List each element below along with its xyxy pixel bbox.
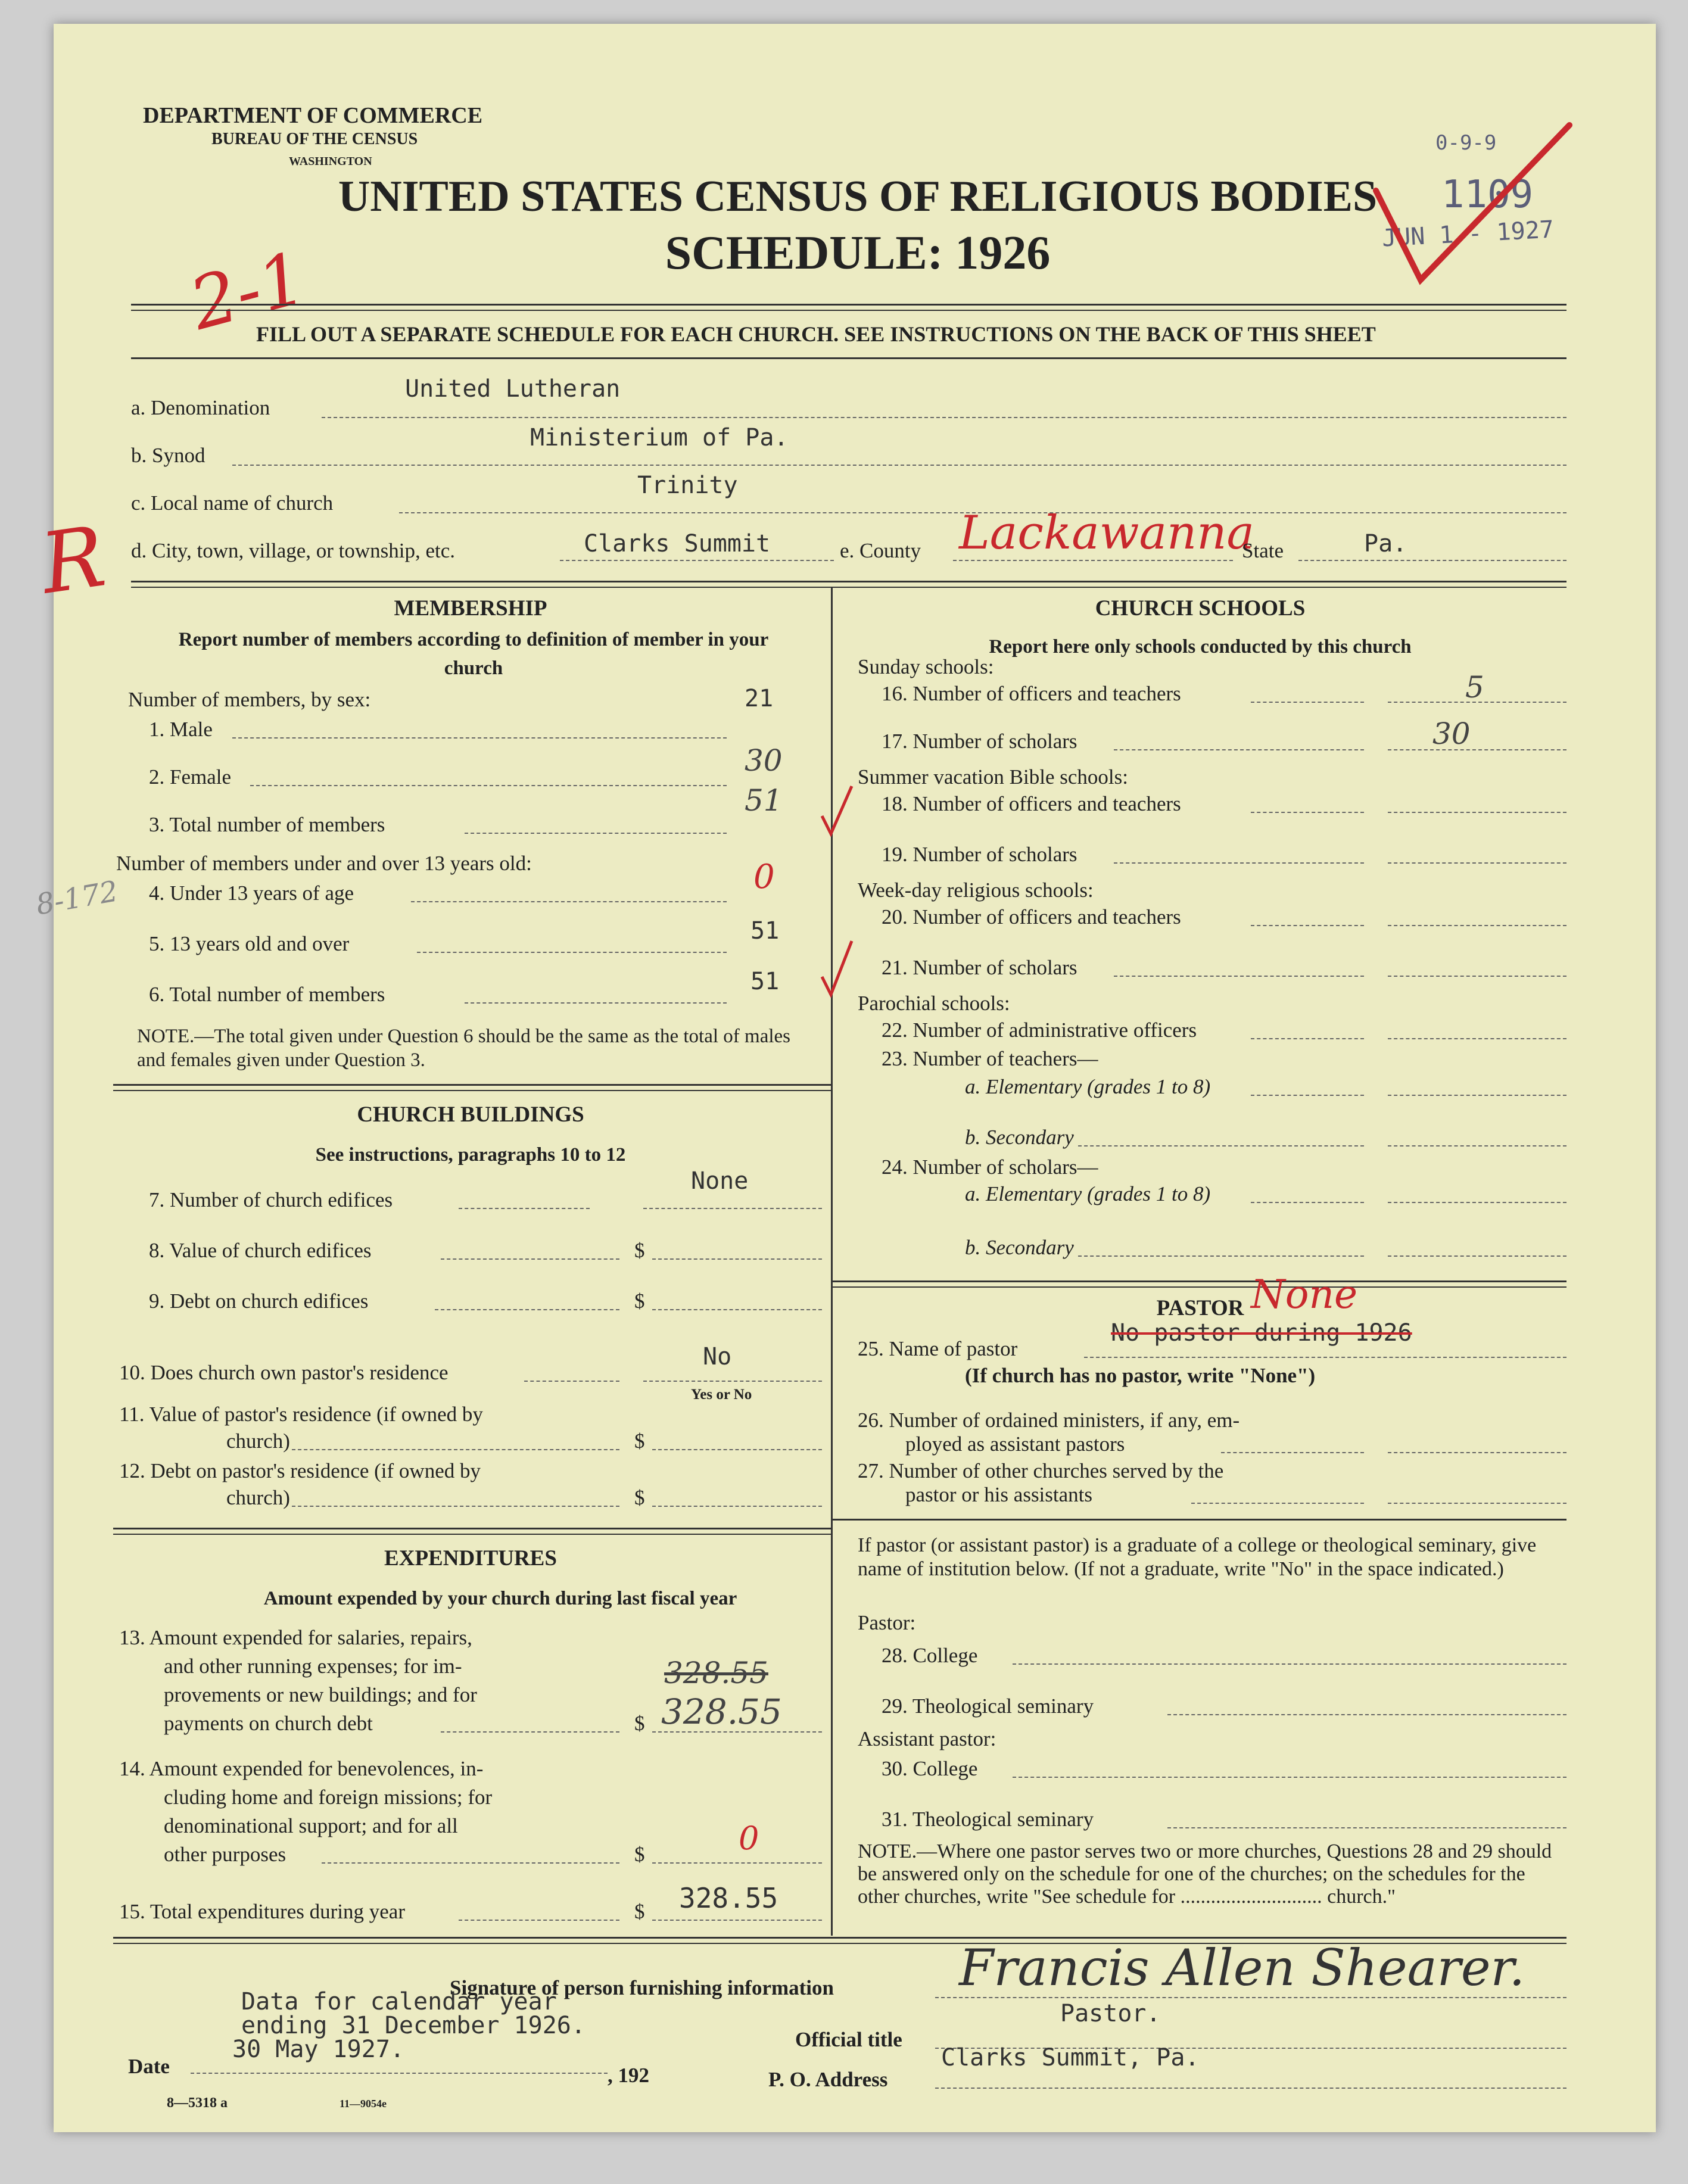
q13-struck-value: 328.55: [664, 1656, 768, 1690]
q13-line-1: 13. Amount expended for salaries, repairs,: [119, 1626, 472, 1649]
city-value: Clarks Summit: [584, 530, 771, 557]
residence-owned-value: No: [703, 1343, 732, 1370]
membership-note: NOTE.—The total given under Question 6 should be the same as the total of males and females given under Question 3.: [137, 1026, 790, 1071]
pastor-name-handwritten: None: [1251, 1272, 1358, 1317]
female-value: 30: [745, 743, 783, 778]
pastor-subhead: Pastor:: [858, 1611, 916, 1634]
q13-line-3: provements or new buildings; and for: [164, 1683, 477, 1706]
separate-schedule-instruction: FILL OUT A SEPARATE SCHEDULE FOR EACH CHURCH. SEE INSTRUCTIONS ON THE BACK OF THIS SHEET: [256, 322, 1376, 346]
q20-label: 20. Number of officers and teachers: [882, 905, 1181, 929]
sunday-schools-label: Sunday schools:: [858, 655, 994, 678]
dollar-sign: $: [634, 1429, 645, 1453]
q16-label: 16. Number of officers and teachers: [882, 682, 1181, 705]
residence-debt-label-1: 12. Debt on pastor's residence (if owned by: [119, 1459, 481, 1482]
pastor-title: PASTOR: [1156, 1296, 1244, 1320]
state-value: Pa.: [1364, 530, 1407, 557]
q14-line-2: cluding home and foreign missions; for: [164, 1786, 493, 1809]
q13-value: 328.55: [661, 1691, 782, 1732]
date-label: Date: [128, 2055, 170, 2078]
yes-or-no-hint: Yes or No: [691, 1387, 752, 1403]
county-value: Lackawanna: [959, 506, 1254, 560]
q15-label: 15. Total expenditures during year: [119, 1900, 405, 1923]
q23b-label: b. Secondary: [965, 1126, 1074, 1149]
summer-schools-label: Summer vacation Bible schools:: [858, 765, 1128, 789]
q13-line-4: payments on church debt: [164, 1712, 373, 1735]
q25-hint: (If church has no pastor, write "None"): [965, 1364, 1316, 1387]
number-stamp: 1109: [1441, 173, 1534, 217]
expenditures-subtitle: Amount expended by your church during last fiscal year: [263, 1588, 737, 1609]
residence-value-label-2: church): [226, 1429, 290, 1453]
data-note-line-2: ending 31 December 1926.: [241, 2012, 585, 2039]
q14-line-1: 14. Amount expended for benevolences, in-: [119, 1757, 484, 1780]
form-title: UNITED STATES CENSUS OF RELIGIOUS BODIES: [338, 172, 1378, 221]
print-number: 11—9054e: [340, 2098, 387, 2110]
male-value: 21: [745, 685, 774, 712]
female-label: 2. Female: [149, 765, 232, 789]
under-13-label: 4. Under 13 years of age: [149, 881, 354, 905]
q14-line-3: denominational support; and for all: [164, 1814, 458, 1837]
assistant-pastor-subhead: Assistant pastor:: [858, 1727, 996, 1750]
expenditures-title: EXPENDITURES: [384, 1546, 557, 1571]
denomination-value: United Lutheran: [405, 375, 621, 403]
q24a-label: a. Elementary (grades 1 to 8): [965, 1182, 1211, 1205]
q19-label: 19. Number of scholars: [882, 843, 1077, 866]
membership-subtitle: Report number of members according to definition of member in your church: [178, 629, 769, 679]
q14-value: 0: [739, 1820, 759, 1857]
q31-label: 31. Theological seminary: [882, 1808, 1094, 1831]
male-label: 1. Male: [149, 718, 213, 741]
official-title-label: Official title: [795, 2028, 902, 2051]
schedule-sheet: [33, 24, 1656, 2132]
red-mark-side: R: [35, 508, 111, 613]
pastor-note: NOTE.—Where one pastor serves two or more churches, Questions 28 and 29 should be answered only on the schedule for one of the churches; on the schedules for the other churches, write "See schedule for ............................ church.": [858, 1840, 1552, 1908]
q24b-label: b. Secondary: [965, 1236, 1074, 1259]
synod-value: Ministerium of Pa.: [530, 424, 789, 451]
q24-label: 24. Number of scholars—: [882, 1155, 1098, 1179]
schedule-title: SCHEDULE: 1926: [665, 227, 1051, 279]
local-name-label: c. Local name of church: [131, 491, 334, 515]
q25-label: 25. Name of pastor: [858, 1337, 1018, 1360]
po-address-value: Clarks Summit, Pa.: [941, 2044, 1200, 2071]
edifices-count-value: None: [691, 1167, 749, 1195]
edifices-count-label: 7. Number of church edifices: [149, 1188, 393, 1211]
total-members-q6-value: 51: [750, 968, 780, 995]
signature-value: Francis Allen Shearer.: [959, 1939, 1525, 1997]
graduate-instruction: If pastor (or assistant pastor) is a graduate of a college or theological seminary, give name of institution below. (If not a graduate, write "No" in the space indicated.): [858, 1534, 1537, 1580]
red-check-mark: [1364, 107, 1578, 286]
county-label: e. County: [840, 539, 921, 562]
official-title-value: Pastor.: [1060, 2000, 1161, 2027]
over-13-label: 5. 13 years old and over: [149, 932, 350, 955]
q27-label-2: pastor or his assistants: [905, 1483, 1093, 1506]
data-note-line-1: Data for calendar year: [241, 1988, 557, 2015]
church-schools-title: CHURCH SCHOOLS: [1095, 596, 1306, 621]
dollar-sign: $: [634, 1486, 645, 1509]
residence-value-label-1: 11. Value of pastor's residence (if owned by: [119, 1403, 483, 1426]
q15-value: 328.55: [679, 1882, 778, 1914]
po-address-label: P. O. Address: [768, 2068, 888, 2091]
date-value: 30 May 1927.: [232, 2036, 404, 2063]
signature-label: Signature of person furnishing information: [450, 1976, 834, 1999]
q16-value: 5: [1465, 670, 1484, 705]
edifices-value-label: 8. Value of church edifices: [149, 1239, 372, 1262]
red-mark-top: 2-1: [182, 236, 314, 347]
church-schools-subtitle: Report here only schools conducted by this church: [989, 636, 1412, 658]
q23-label: 23. Number of teachers—: [882, 1047, 1098, 1070]
q17-value: 30: [1432, 716, 1471, 751]
red-check-marks-membership: [816, 762, 864, 1001]
dollar-sign: $: [634, 1289, 645, 1313]
parochial-schools-label: Parochial schools:: [858, 992, 1010, 1015]
total-members-q3-value: 51: [745, 783, 783, 818]
dollar-sign: $: [634, 1239, 645, 1262]
weekday-schools-label: Week-day religious schools:: [858, 878, 1094, 902]
state-label: State: [1242, 539, 1284, 562]
date-suffix: , 192: [608, 2064, 649, 2087]
denomination-label: a. Denomination: [131, 396, 270, 419]
local-name-value: Trinity: [637, 472, 738, 499]
received-date-stamp: JUN 1 - 1927: [1381, 216, 1555, 253]
dollar-sign: $: [634, 1900, 645, 1923]
church-buildings-title: CHURCH BUILDINGS: [357, 1102, 584, 1127]
q23a-label: a. Elementary (grades 1 to 8): [965, 1075, 1211, 1098]
total-members-q6-label: 6. Total number of members: [149, 983, 385, 1006]
q27-label-1: 27. Number of other churches served by the: [858, 1459, 1224, 1482]
q13-line-2: and other running expenses; for im-: [164, 1655, 462, 1678]
members-by-age-label: Number of members under and over 13 years old:: [116, 852, 532, 875]
dollar-sign: $: [634, 1712, 645, 1735]
q17-label: 17. Number of scholars: [882, 730, 1077, 753]
under-13-value: 0: [753, 858, 775, 896]
members-by-sex-label: Number of members, by sex:: [128, 688, 371, 711]
membership-title: MEMBERSHIP: [394, 596, 547, 621]
q21-label: 21. Number of scholars: [882, 956, 1077, 979]
church-buildings-subtitle: See instructions, paragraphs 10 to 12: [315, 1144, 626, 1166]
residence-owned-label: 10. Does church own pastor's residence: [119, 1361, 449, 1384]
q29-label: 29. Theological seminary: [882, 1694, 1094, 1718]
q22-label: 22. Number of administrative officers: [882, 1018, 1197, 1042]
q26-label-2: ployed as assistant pastors: [905, 1432, 1125, 1456]
synod-label: b. Synod: [131, 444, 205, 467]
city-name: WASHINGTON: [289, 155, 372, 168]
dollar-sign: $: [634, 1843, 645, 1866]
q30-label: 30. College: [882, 1757, 978, 1780]
pencil-margin-note: 8-172: [33, 874, 121, 922]
q28-label: 28. College: [882, 1644, 978, 1667]
residence-debt-label-2: church): [226, 1486, 290, 1509]
q14-line-4: other purposes: [164, 1843, 286, 1866]
city-label: d. City, town, village, or township, etc.: [131, 539, 456, 562]
department-name: DEPARTMENT OF COMMERCE: [143, 103, 483, 128]
q26-label-1: 26. Number of ordained ministers, if any, em-: [858, 1409, 1240, 1432]
total-members-q3-label: 3. Total number of members: [149, 813, 385, 836]
over-13-value: 51: [750, 917, 780, 945]
form-number: 8—5318 a: [167, 2095, 228, 2111]
pastor-name-struck: No pastor during 1926: [1111, 1319, 1412, 1347]
code-stamp: 0-9-9: [1435, 131, 1497, 155]
edifices-debt-label: 9. Debt on church edifices: [149, 1289, 369, 1313]
bureau-name: BUREAU OF THE CENSUS: [211, 130, 418, 148]
q18-label: 18. Number of officers and teachers: [882, 792, 1181, 815]
